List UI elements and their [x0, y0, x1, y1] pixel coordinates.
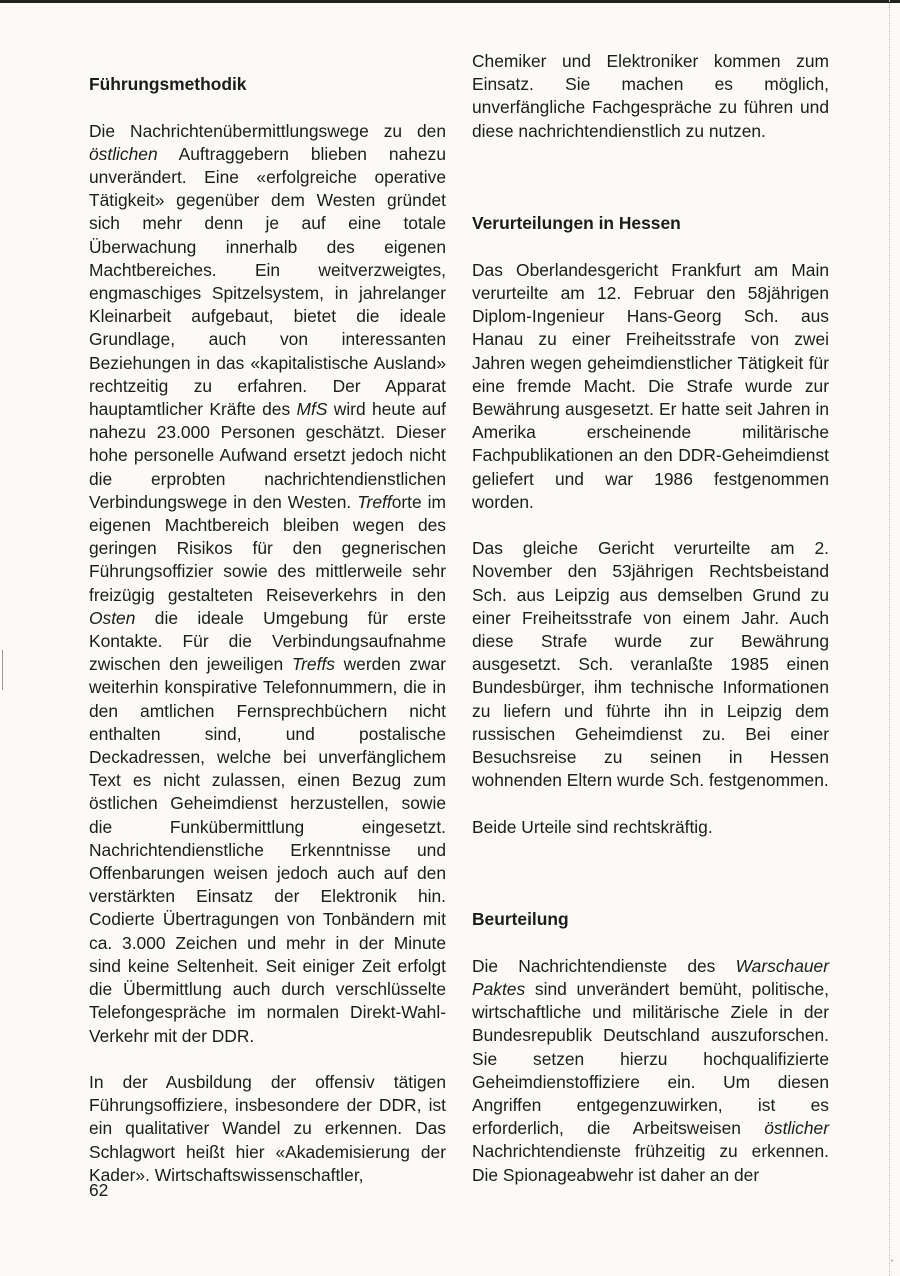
scan-edge-marks	[889, 0, 894, 1276]
paragraph-final-verdict: Beide Urteile sind rechtskräftig.	[472, 816, 713, 837]
paragraph-methods: Die Nachrichtenübermittlungswege zu den östlichen Auftraggebern blieben nahezu unverändert. Eine «erfolgreiche operative Tätigkeit» gegenüber dem Westen gründet sich mehr denn je auf eine totale Überwachung innerhalb des eigenen Machtbereiches. Ein weitverzweigtes, engmaschiges Spitzelsystem, in jahrelanger Kleinarbeit aufgebaut, bietet die ideale Grundlage, auch von interessanten Beziehungen in das «kapitalistische Ausland» rechtzeitig zu erfahren. Der Apparat hauptamtlicher Kräfte des MfS wird heute auf nahezu 23.000 Personen geschätzt. Dieser hohe personelle Aufwand ersetzt jedoch nicht die erprobten nachrichtendienstlichen Verbindungswege in den Westen. Trefforte im eigenen Machtbereich bleiben wegen des geringen Risikos für den gegnerischen Führungsoffizier sowie des mittlerweile sehr freizügig gestalteten Reiseverkehrs in den Osten die ideale Umgebung für erste Kontakte. Für die Verbindungsaufnahme zwischen den jeweiligen Treffs werden zwar weiterhin konspirative Telefonnummern, die in den amtlichen Fernsprechbüchern nicht enthalten sind, und postalische Deckadressen, welche bei unverfänglichem Text es nicht zulassen, einen Bezug zum östlichen Geheimdienst herzustellen, sowie die Funkübermittlung eingesetzt. Nachrichtendienstliche Erkenntnisse und Offenbarungen weisen jedoch auch auf den verstärkten Einsatz der Elektronik hin. Codierte Übertragungen von Tonbändern mit ca. 3.000 Zeichen und mehr in der Minute sind keine Seltenheit. Seit einiger Zeit erfolgt die Übermittlung auch durch verschlüsselte Telefongespräche im normalen Direkt-Wahl-Verkehr mit der DDR.	[89, 120, 446, 1046]
right-column	[472, 50, 829, 1187]
page-number: 62	[89, 1180, 109, 1200]
left-column	[89, 50, 446, 1187]
paragraph-verdict-1: Das Oberlandesgericht Frankfurt am Main verurteilte am 12. Februar den 58jährigen Diplom-Ingenieur Hans-Georg Sch. aus Hanau zu einer Freiheitsstrafe von zwei Jahren wegen geheimdienstlicher Tätigkeit für eine fremde Macht. Die Strafe wurde zur Bewährung ausgesetzt. Er hatte seit Jahren in Amerika erscheinende militärische Fachpublikationen an den DDR-Geheimdienst geliefert und war 1986 festgenommen worden.	[472, 259, 829, 512]
scan-margin-mark	[2, 650, 3, 690]
top-border-line	[0, 0, 900, 3]
section-heading-fuehrungsmethodik: Führungsmethodik	[89, 74, 247, 95]
corner-mark: ˌ	[890, 1248, 894, 1262]
section-heading-verurteilungen: Verurteilungen in Hessen	[472, 213, 681, 234]
paragraph-assessment: Die Nachrichtendienste des Warschauer Paktes sind unverändert bemüht, politische, wirtschaftliche und militärische Ziele in der Bundesrepublik Deutschland auszuforschen. Sie setzen hierzu hochqualifizierte Geheimdienstoffiziere ein. Um diesen Angriffen entgegenzuwirken, ist es erforderlich, die Arbeitsweisen östlicher Nachrichtendienste frühzeitig zu erkennen. Die Spionageabwehr ist daher an der	[472, 955, 829, 1185]
paragraph-verdict-2: Das gleiche Gericht verurteilte am 2. November den 53jährigen Rechtsbeistand Sch. aus Leipzig aus demselben Grund zu einer Freiheitsstrafe von einem Jahr. Auch diese Strafe wurde zur Bewährung ausgesetzt. Sch. veranlaßte 1985 einen Bundesbürger, ihm technische Informationen zu liefern und führte ihn in Leipzig dem russischen Geheimdienst zu. Bei einer Besuchsreise zu seinen in Hessen wohnenden Eltern wurde Sch. festgenommen.	[472, 538, 829, 791]
paragraph-continuation: Chemiker und Elektroniker kommen zum Einsatz. Sie machen es möglich, unverfängliche Fachgespräche zu führen und diese nachrichtendienstlich zu nutzen.	[472, 51, 829, 141]
paragraph-training: In der Ausbildung der offensiv tätigen Führungsoffiziere, insbesondere der DDR, ist ein qualitativer Wandel zu erkennen. Das Schlagwort heißt hier «Akademisierung der Kader». Wirtschaftswissenschaftler,	[89, 1071, 446, 1185]
section-heading-beurteilung: Beurteilung	[472, 909, 569, 930]
